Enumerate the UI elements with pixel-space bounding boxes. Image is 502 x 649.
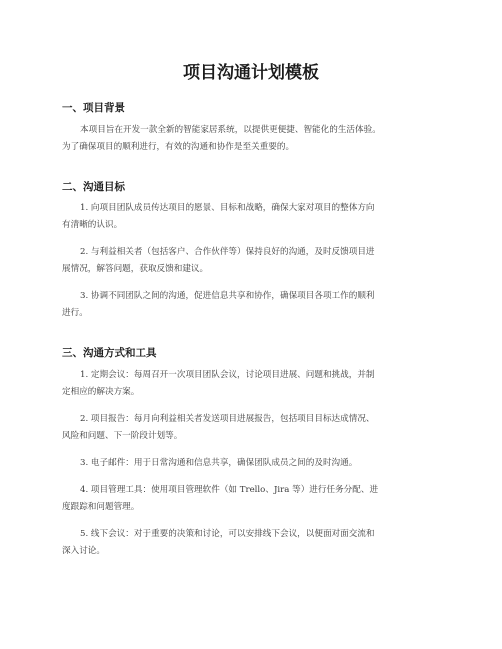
paragraph-line: 风险和问题、下一阶段计划等。 xyxy=(62,431,183,441)
section-heading-goals: 二、沟通目标 xyxy=(62,181,125,193)
paragraph-method-5 xyxy=(62,526,450,560)
paragraph-background xyxy=(62,122,450,156)
paragraph-line: 2. 项目报告：每月向利益相关者发送项目进展报告，包括项目目标达成情况、 xyxy=(80,414,375,424)
paragraph-line: 2. 与利益相关者（包括客户、合作伙伴等）保持良好的沟通，及时反馈项目进 xyxy=(80,247,375,257)
paragraph-line: 4. 项目管理工具：使用项目管理软件（如 Trello、Jira 等）进行任务分配、进 xyxy=(80,485,379,495)
paragraph-method-3 xyxy=(62,455,450,472)
paragraph-line: 1. 向项目团队成员传达项目的愿景、目标和战略，确保大家对项目的整体方向 xyxy=(80,203,375,213)
paragraph-line: 度跟踪和问题管理。 xyxy=(62,502,140,512)
paragraph-line: 3. 协调不同团队之间的沟通，促进信息共享和协作，确保项目各项工作的顺利 xyxy=(80,291,375,301)
paragraph-line: 3. 电子邮件：用于日常沟通和信息共享，确保团队成员之间的及时沟通。 xyxy=(80,458,358,468)
document-title: 项目沟通计划模板 xyxy=(183,63,319,83)
paragraph-method-4 xyxy=(62,482,450,516)
paragraph-goal-2 xyxy=(62,244,450,278)
paragraph-line: 展情况，解答问题，获取反馈和建议。 xyxy=(62,264,209,274)
paragraph-line: 定相应的解决方案。 xyxy=(62,387,140,397)
paragraph-line: 为了确保项目的顺利进行，有效的沟通和协作是至关重要的。 xyxy=(62,142,295,152)
section-heading-background: 一、项目背景 xyxy=(62,102,125,114)
section-heading-methods-tools: 三、沟通方式和工具 xyxy=(62,347,157,359)
paragraph-goal-1 xyxy=(62,200,450,234)
paragraph-line: 1. 定期会议：每周召开一次项目团队会议，讨论项目进展、问题和挑战，并制 xyxy=(80,370,375,380)
paragraph-line: 有清晰的认识。 xyxy=(62,220,123,230)
paragraph-line: 深入讨论。 xyxy=(62,546,105,556)
paragraph-goal-3 xyxy=(62,288,450,322)
paragraph-line: 进行。 xyxy=(62,308,88,318)
paragraph-line: 本项目旨在开发一款全新的智能家居系统，以提供更便捷、智能化的生活体验。 xyxy=(80,125,381,135)
paragraph-line: 5. 线下会议：对于重要的决策和讨论，可以安排线下会议，以便面对面交流和 xyxy=(80,529,375,539)
paragraph-method-1 xyxy=(62,367,450,401)
paragraph-method-2 xyxy=(62,411,450,445)
